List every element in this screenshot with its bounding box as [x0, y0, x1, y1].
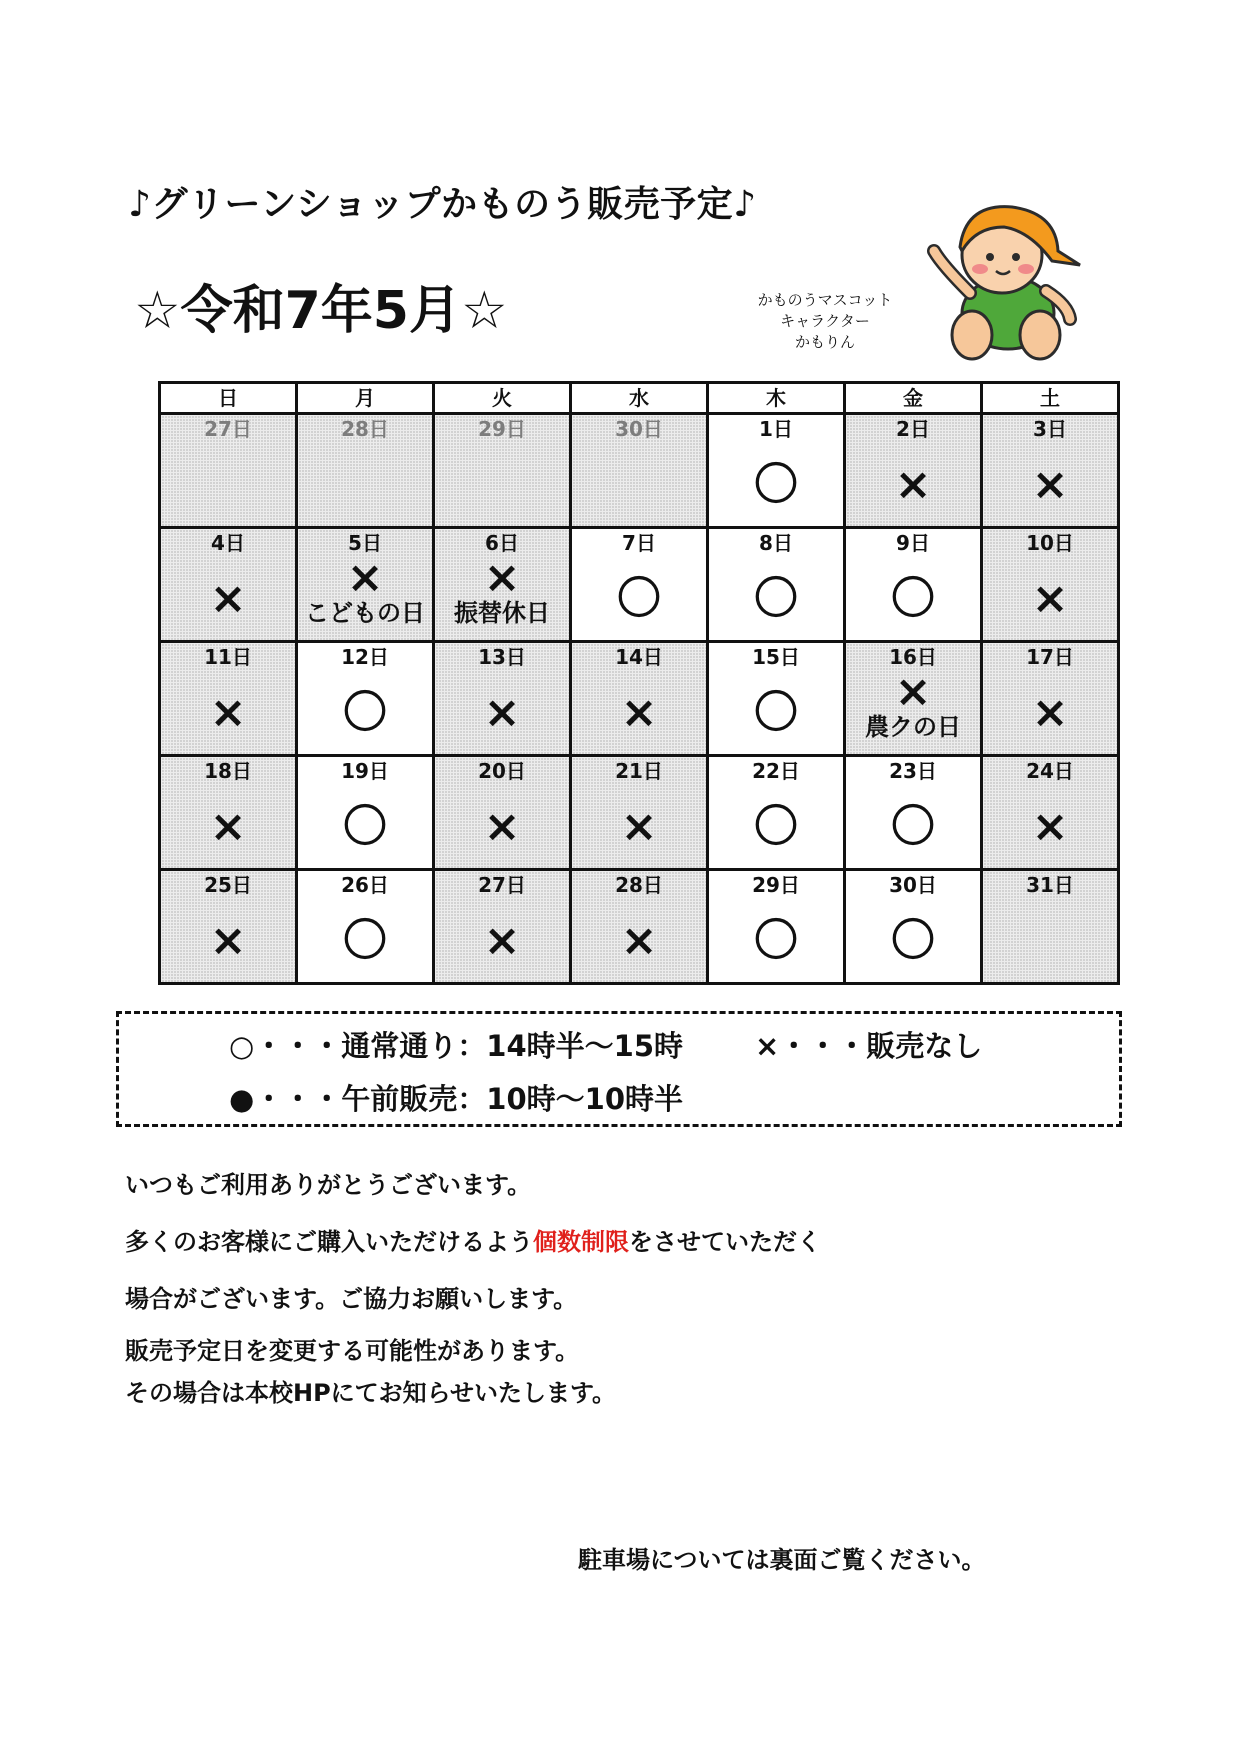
calendar-day-cell [434, 528, 571, 642]
calendar-week-row [160, 870, 1119, 984]
no-sales-mark: × [1031, 687, 1069, 738]
calendar-day-cell [297, 642, 434, 756]
calendar-day-cell [160, 756, 297, 870]
calendar-day-cell [160, 870, 297, 984]
message-line-5: その場合は本校HPにてお知らせいたします。 [125, 1379, 617, 1407]
parking-note: 駐車場については裏面ご覧ください。 [578, 1546, 986, 1574]
calendar-day-cell [708, 756, 845, 870]
calendar-day-cell [434, 414, 571, 528]
day-number: 16日 [889, 645, 937, 669]
quantity-limit-emphasis: 個数制限 [533, 1228, 629, 1256]
legend-morning: ●・・・午前販売：10時～10時半 [229, 1082, 684, 1116]
calendar-day-cell [982, 528, 1119, 642]
calendar-body [160, 414, 1119, 984]
no-sales-mark: × [346, 552, 384, 603]
day-number: 14日 [615, 645, 663, 669]
no-sales-mark: × [483, 801, 521, 852]
sales-mark: 〇 [343, 687, 387, 738]
no-sales-mark: × [483, 915, 521, 966]
calendar-day-cell [982, 756, 1119, 870]
calendar-day-cell [297, 870, 434, 984]
weekday-sat: 土 [982, 383, 1119, 414]
calendar-day-cell [160, 528, 297, 642]
day-number: 28日 [615, 873, 663, 897]
day-number: 9日 [896, 531, 930, 555]
weekday-tue: 火 [434, 383, 571, 414]
day-number: 8日 [759, 531, 793, 555]
calendar-day-cell [571, 414, 708, 528]
calendar-day-cell [571, 642, 708, 756]
sales-mark: 〇 [754, 801, 798, 852]
day-number: 30日 [889, 873, 937, 897]
sales-mark: 〇 [891, 915, 935, 966]
calendar-day-cell [434, 642, 571, 756]
message-line-1: いつもご利用ありがとうございます。 [125, 1171, 532, 1199]
no-sales-mark: × [209, 687, 247, 738]
calendar-day-cell [845, 528, 982, 642]
day-number: 31日 [1026, 873, 1074, 897]
no-sales-mark: × [1031, 459, 1069, 510]
no-sales-mark: × [209, 801, 247, 852]
day-number: 27日 [204, 417, 252, 441]
no-sales-mark: × [483, 552, 521, 603]
no-sales-mark: × [894, 666, 932, 717]
day-number: 21日 [615, 759, 663, 783]
weekday-wed: 水 [571, 383, 708, 414]
mascot-caption-line: キャラクター [780, 312, 870, 330]
calendar-day-cell [982, 870, 1119, 984]
day-number: 15日 [752, 645, 800, 669]
message-line-2-post: をさせていただく [629, 1228, 821, 1256]
message-line-2 [125, 1222, 821, 1257]
calendar-day-cell [434, 756, 571, 870]
weekday-mon: 月 [297, 383, 434, 414]
day-number: 10日 [1026, 531, 1074, 555]
calendar-day-cell [982, 642, 1119, 756]
day-number: 23日 [889, 759, 937, 783]
no-sales-mark: × [620, 801, 658, 852]
calendar-day-cell [571, 528, 708, 642]
holiday-note: こどもの日 [305, 599, 425, 627]
calendar-day-cell [845, 870, 982, 984]
message-line-2-pre: 多くのお客様にご購入いただけるよう [125, 1228, 533, 1256]
message-line-4: 販売予定日を変更する可能性があります。 [125, 1337, 580, 1365]
calendar-week-row [160, 642, 1119, 756]
calendar-day-cell [297, 756, 434, 870]
month-heading: ☆令和7年5月☆ [134, 281, 508, 341]
calendar-day-cell [708, 870, 845, 984]
day-number: 27日 [478, 873, 526, 897]
sales-mark: 〇 [754, 915, 798, 966]
day-number: 1日 [759, 417, 793, 441]
day-number: 4日 [211, 531, 245, 555]
calendar-day-cell [708, 528, 845, 642]
day-number: 24日 [1026, 759, 1074, 783]
day-number: 17日 [1026, 645, 1074, 669]
calendar-day-cell [297, 414, 434, 528]
sales-mark: 〇 [343, 915, 387, 966]
no-sales-mark: × [483, 687, 521, 738]
no-sales-mark: × [894, 459, 932, 510]
day-number: 11日 [204, 645, 252, 669]
no-sales-mark: × [1031, 801, 1069, 852]
sales-calendar [158, 381, 1120, 985]
no-sales-mark: × [620, 915, 658, 966]
mascot-illustration [920, 195, 1090, 365]
no-sales-mark: × [209, 573, 247, 624]
day-number: 22日 [752, 759, 800, 783]
calendar-day-cell [571, 870, 708, 984]
weekday-sun: 日 [160, 383, 297, 414]
sales-mark: 〇 [754, 687, 798, 738]
page-title: ♪グリーンショップかものう販売予定♪ [128, 184, 757, 225]
calendar-day-cell [708, 642, 845, 756]
day-number: 6日 [485, 531, 519, 555]
sales-mark: 〇 [343, 801, 387, 852]
holiday-note: 農クの日 [865, 713, 961, 741]
legend-normal: ○・・・通常通り：14時半～15時 [229, 1029, 684, 1063]
day-number: 7日 [622, 531, 656, 555]
no-sales-mark: × [1031, 573, 1069, 624]
weekday-thu: 木 [708, 383, 845, 414]
calendar-day-cell [297, 528, 434, 642]
sales-mark: 〇 [617, 573, 661, 624]
sales-mark: 〇 [754, 573, 798, 624]
no-sales-mark: × [209, 915, 247, 966]
calendar-day-cell [434, 870, 571, 984]
sales-mark: 〇 [891, 573, 935, 624]
day-number: 12日 [341, 645, 389, 669]
day-number: 5日 [348, 531, 382, 555]
sales-mark: 〇 [891, 801, 935, 852]
calendar-day-cell [845, 414, 982, 528]
day-number: 18日 [204, 759, 252, 783]
legend-box [116, 1011, 1122, 1127]
calendar-week-row [160, 528, 1119, 642]
mascot-caption-line: かもりん [794, 333, 855, 351]
mascot-caption-line: かものうマスコット [757, 291, 893, 309]
day-number: 29日 [478, 417, 526, 441]
legend-none: ×・・・販売なし [755, 1029, 983, 1063]
calendar-day-cell [845, 756, 982, 870]
day-number: 25日 [204, 873, 252, 897]
holiday-note: 振替休日 [454, 599, 550, 627]
day-number: 29日 [752, 873, 800, 897]
day-number: 2日 [896, 417, 930, 441]
calendar-day-cell [160, 414, 297, 528]
day-number: 28日 [341, 417, 389, 441]
day-number: 13日 [478, 645, 526, 669]
weekday-fri: 金 [845, 383, 982, 414]
calendar-day-cell [571, 756, 708, 870]
no-sales-mark: × [620, 687, 658, 738]
calendar-day-cell [845, 642, 982, 756]
day-number: 20日 [478, 759, 526, 783]
calendar-day-cell [708, 414, 845, 528]
calendar-week-row [160, 414, 1119, 528]
day-number: 3日 [1033, 417, 1067, 441]
day-number: 26日 [341, 873, 389, 897]
weekday-header-row [160, 383, 1119, 414]
mascot-caption [740, 290, 910, 353]
sales-mark: 〇 [754, 459, 798, 510]
message-line-3: 場合がございます。ご協力お願いします。 [125, 1285, 578, 1313]
day-number: 19日 [341, 759, 389, 783]
day-number: 30日 [615, 417, 663, 441]
calendar-week-row [160, 756, 1119, 870]
calendar-day-cell [982, 414, 1119, 528]
calendar-day-cell [160, 642, 297, 756]
